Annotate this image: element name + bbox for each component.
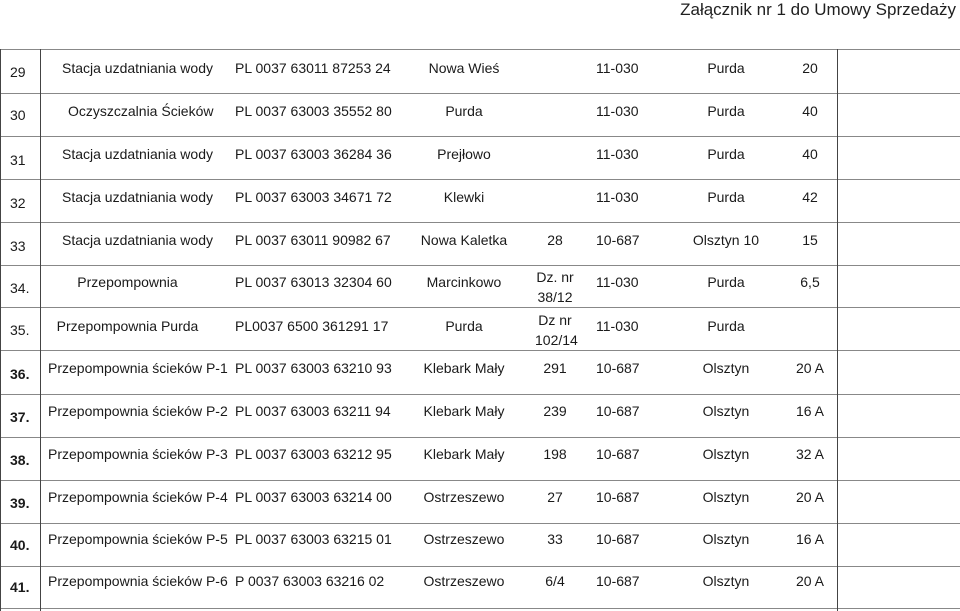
power: 20	[802, 60, 818, 76]
ppe-code: PL 0037 63003 63214 00	[235, 489, 392, 505]
ppe-code: PL 0037 63003 63210 93	[235, 360, 392, 376]
city: Purda	[707, 103, 745, 119]
divider	[0, 566, 960, 567]
divider	[0, 179, 960, 180]
power: 42	[802, 189, 818, 205]
object-name: Stacja uzdatniania wody	[62, 189, 213, 205]
city: Purda	[707, 189, 745, 205]
house-number: 27	[547, 489, 563, 505]
postal-code: 10-687	[596, 232, 640, 248]
row-number: 40.	[10, 537, 30, 553]
parcel-label: Dz. nr	[536, 269, 574, 285]
divider	[0, 49, 960, 50]
divider	[0, 437, 960, 438]
object-name: Przepompownia ścieków P-3	[48, 446, 228, 462]
divider	[0, 523, 960, 524]
ppe-code: PL 0037 63011 87253 24	[235, 60, 391, 76]
divider	[0, 136, 960, 137]
ppe-code: PL 0037 63003 36284 36	[235, 146, 392, 162]
power: 40	[802, 103, 818, 119]
object-name: Przepompownia Purda	[56, 318, 199, 334]
city: Purda	[707, 274, 745, 290]
postal-code: 11-030	[596, 189, 639, 205]
divider	[837, 49, 838, 611]
divider	[0, 307, 960, 308]
place: Ostrzeszewo	[423, 573, 505, 589]
house-number: 6/4	[545, 573, 565, 589]
place: Klebark Mały	[423, 403, 505, 419]
postal-code: 10-687	[596, 489, 640, 505]
ppe-code: PL 0037 63011 90982 67	[235, 232, 391, 248]
power: 16 A	[795, 531, 825, 547]
power: 32 A	[795, 446, 825, 462]
postal-code: 10-687	[596, 403, 640, 419]
house-number: 28	[547, 232, 563, 248]
object-name: Przepompownia ścieków P-5	[48, 531, 228, 547]
object-name: Przepompownia ścieków P-2	[48, 403, 228, 419]
postal-code: 10-687	[596, 531, 640, 547]
row-number: 29	[10, 64, 26, 80]
ppe-code: PL0037 6500 361291 17	[235, 318, 389, 334]
city: Olsztyn 10	[692, 232, 760, 248]
place: Marcinkowo	[426, 274, 502, 290]
row-number: 35.	[10, 322, 30, 338]
postal-code: 11-030	[596, 274, 639, 290]
city: Olsztyn	[702, 531, 750, 547]
postal-code: 11-030	[596, 146, 639, 162]
row-number: 38.	[10, 452, 30, 468]
object-name: Stacja uzdatniania wody	[62, 60, 213, 76]
place: Ostrzeszewo	[423, 531, 505, 547]
city: Purda	[707, 146, 745, 162]
row-number: 34.	[10, 280, 30, 296]
object-name: Przepompownia	[77, 274, 178, 290]
object-name: Stacja uzdatniania wody	[62, 146, 213, 162]
postal-code: 10-687	[596, 360, 640, 376]
city: Olsztyn	[702, 403, 750, 419]
postal-code: 10-687	[596, 573, 640, 589]
row-number: 36.	[10, 366, 30, 382]
divider	[0, 265, 960, 266]
city: Olsztyn	[702, 573, 750, 589]
house-number: 291	[543, 360, 567, 376]
divider	[0, 394, 960, 395]
postal-code: 11-030	[596, 103, 639, 119]
object-name: Oczyszczalnia Ścieków	[68, 103, 214, 119]
parcel-label: Dz nr	[538, 312, 572, 328]
parcel-number: 38/12	[537, 289, 573, 305]
place: Nowa Kaletka	[420, 232, 508, 248]
row-number: 33	[10, 238, 26, 254]
row-number: 32	[10, 195, 26, 211]
divider	[0, 93, 960, 94]
ppe-code: PL 0037 63003 35552 80	[235, 103, 392, 119]
divider	[0, 49, 1, 611]
object-name: Przepompownia ścieków P-1	[48, 360, 228, 376]
city: Olsztyn	[702, 489, 750, 505]
power: 15	[802, 232, 818, 248]
place: Purda	[445, 318, 483, 334]
place: Purda	[445, 103, 483, 119]
row-number: 30	[10, 107, 26, 123]
city: Olsztyn	[702, 446, 750, 462]
document-header: Załącznik nr 1 do Umowy Sprzedaży	[680, 0, 956, 19]
object-name: Przepompownia ścieków P-4	[48, 489, 228, 505]
postal-code: 11-030	[596, 60, 639, 76]
power: 6,5	[800, 274, 820, 290]
postal-code: 10-687	[596, 446, 640, 462]
place: Klebark Mały	[423, 360, 505, 376]
city: Purda	[707, 318, 745, 334]
house-number: 239	[543, 403, 567, 419]
ppe-code: PL 0037 63003 63215 01	[235, 531, 392, 547]
ppe-code: PL 0037 63003 34671 72	[235, 189, 392, 205]
place: Klewki	[443, 189, 485, 205]
row-number: 31	[10, 152, 26, 168]
ppe-code: PL 0037 63003 63212 95	[235, 446, 392, 462]
house-number: 33	[547, 531, 563, 547]
city: Purda	[707, 60, 745, 76]
postal-code: 11-030	[596, 318, 639, 334]
ppe-code: PL 0037 63003 63211 94	[235, 403, 391, 419]
parcel-number: 102/14	[535, 332, 578, 348]
divider	[0, 222, 960, 223]
row-number: 41.	[10, 579, 30, 595]
place: Nowa Wieś	[428, 60, 500, 76]
ppe-code: PL 0037 63013 32304 60	[235, 274, 392, 290]
divider	[0, 350, 960, 351]
row-number: 37.	[10, 409, 30, 425]
power: 20 A	[795, 360, 825, 376]
power: 16 A	[795, 403, 825, 419]
house-number: 198	[543, 446, 567, 462]
power: 20 A	[795, 573, 825, 589]
place: Klebark Mały	[423, 446, 505, 462]
object-name: Przepompownia ścieków P-6	[48, 573, 228, 589]
place: Prejłowo	[437, 146, 491, 162]
object-name: Stacja uzdatniania wody	[62, 232, 213, 248]
power: 40	[802, 146, 818, 162]
ppe-code: P 0037 63003 63216 02	[235, 573, 385, 589]
city: Olsztyn	[702, 360, 750, 376]
row-number: 39.	[10, 495, 30, 511]
place: Ostrzeszewo	[423, 489, 505, 505]
divider	[0, 608, 960, 609]
power: 20 A	[795, 489, 825, 505]
divider	[0, 480, 960, 481]
